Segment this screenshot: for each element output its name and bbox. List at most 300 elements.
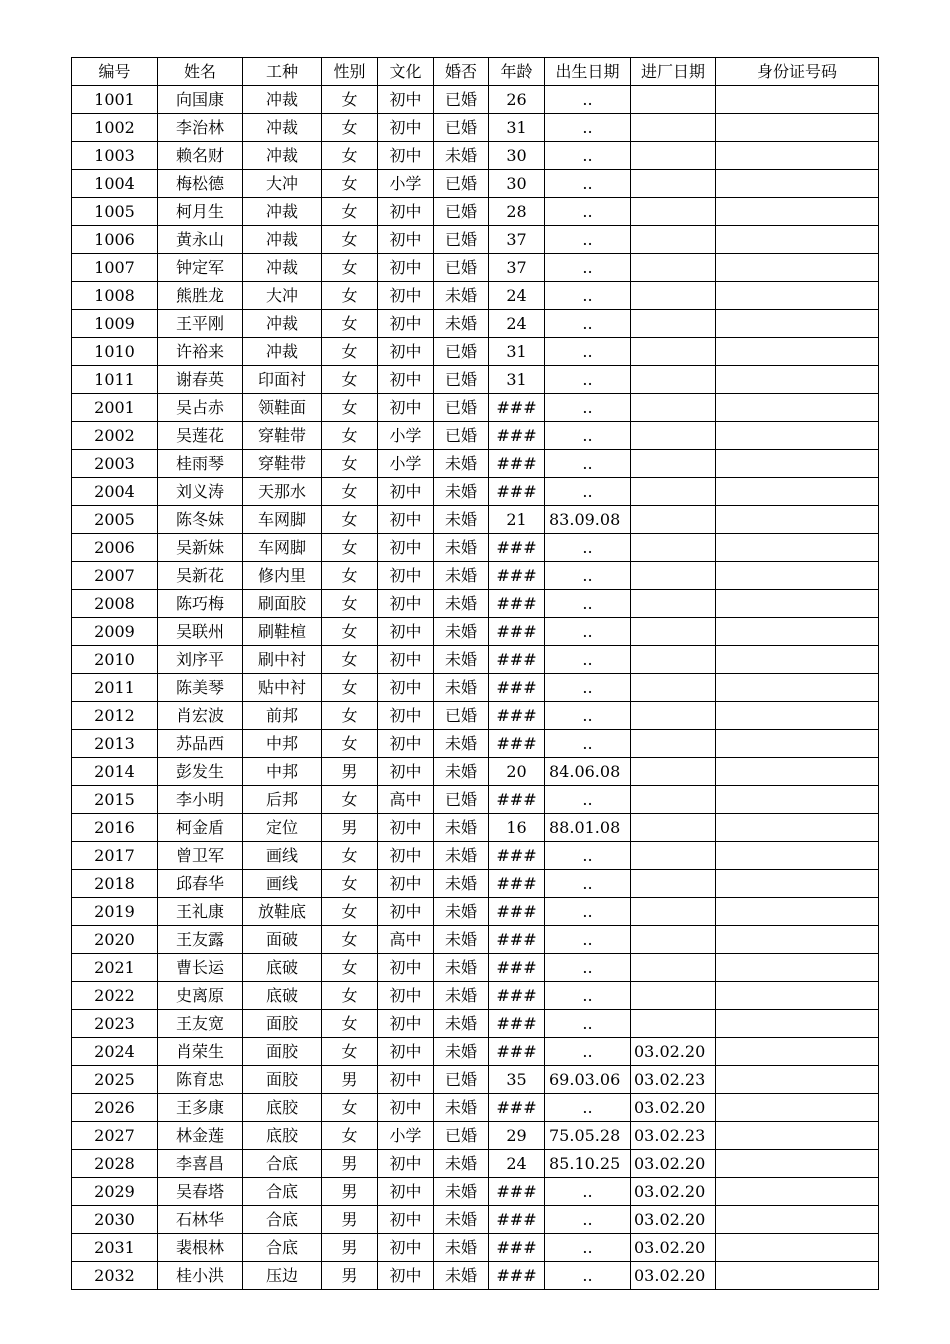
cell-age: ### xyxy=(489,534,545,562)
cell-entry-date xyxy=(631,310,716,338)
header-entry-date: 进厂日期 xyxy=(631,58,716,86)
cell-marital: 已婚 xyxy=(434,366,489,394)
cell-id-card xyxy=(716,1038,879,1066)
cell-education: 初中 xyxy=(378,646,434,674)
cell-id: 2001 xyxy=(72,394,158,422)
cell-gender: 女 xyxy=(322,954,378,982)
cell-age: ### xyxy=(489,1178,545,1206)
cell-birth-date: 85.10.25 xyxy=(545,1150,631,1178)
cell-id-card xyxy=(716,758,879,786)
cell-age: 28 xyxy=(489,198,545,226)
table-row xyxy=(72,590,879,618)
cell-name: 刘序平 xyxy=(158,646,243,674)
cell-entry-date: 03.02.20 xyxy=(631,1234,716,1262)
cell-entry-date xyxy=(631,646,716,674)
cell-entry-date xyxy=(631,842,716,870)
cell-education: 初中 xyxy=(378,282,434,310)
cell-gender: 女 xyxy=(322,142,378,170)
table-row xyxy=(72,1094,879,1122)
cell-entry-date xyxy=(631,506,716,534)
cell-birth-date: .. xyxy=(545,1010,631,1038)
cell-id-card xyxy=(716,646,879,674)
cell-gender: 女 xyxy=(322,198,378,226)
cell-id: 1005 xyxy=(72,198,158,226)
cell-birth-date: 84.06.08 xyxy=(545,758,631,786)
cell-entry-date xyxy=(631,478,716,506)
cell-marital: 未婚 xyxy=(434,730,489,758)
cell-education: 初中 xyxy=(378,702,434,730)
cell-marital: 未婚 xyxy=(434,1010,489,1038)
cell-marital: 未婚 xyxy=(434,646,489,674)
cell-gender: 男 xyxy=(322,1150,378,1178)
cell-marital: 已婚 xyxy=(434,86,489,114)
cell-id: 1010 xyxy=(72,338,158,366)
cell-id: 2006 xyxy=(72,534,158,562)
cell-name: 吴新妹 xyxy=(158,534,243,562)
cell-age: ### xyxy=(489,450,545,478)
cell-id-card xyxy=(716,898,879,926)
cell-job: 底破 xyxy=(243,982,322,1010)
cell-gender: 女 xyxy=(322,786,378,814)
table-row xyxy=(72,646,879,674)
cell-marital: 未婚 xyxy=(434,1206,489,1234)
cell-job: 放鞋底 xyxy=(243,898,322,926)
cell-birth-date: .. xyxy=(545,1206,631,1234)
cell-name: 刘义涛 xyxy=(158,478,243,506)
cell-id: 2018 xyxy=(72,870,158,898)
cell-job: 穿鞋带 xyxy=(243,422,322,450)
table-row xyxy=(72,870,879,898)
cell-id: 2007 xyxy=(72,562,158,590)
cell-job: 天那水 xyxy=(243,478,322,506)
cell-entry-date xyxy=(631,926,716,954)
cell-gender: 女 xyxy=(322,674,378,702)
cell-name: 吴春塔 xyxy=(158,1178,243,1206)
cell-id-card xyxy=(716,226,879,254)
cell-age: 21 xyxy=(489,506,545,534)
cell-id-card xyxy=(716,1178,879,1206)
cell-job: 压边 xyxy=(243,1262,322,1290)
cell-entry-date xyxy=(631,618,716,646)
cell-entry-date xyxy=(631,982,716,1010)
cell-job: 刷鞋楦 xyxy=(243,618,322,646)
cell-gender: 男 xyxy=(322,1178,378,1206)
cell-birth-date: .. xyxy=(545,226,631,254)
cell-id: 1008 xyxy=(72,282,158,310)
cell-gender: 男 xyxy=(322,1234,378,1262)
table-row xyxy=(72,170,879,198)
table-row xyxy=(72,982,879,1010)
table-row xyxy=(72,786,879,814)
table-row xyxy=(72,1038,879,1066)
cell-marital: 未婚 xyxy=(434,618,489,646)
cell-id: 1007 xyxy=(72,254,158,282)
header-birth-date: 出生日期 xyxy=(545,58,631,86)
cell-job: 冲裁 xyxy=(243,310,322,338)
cell-entry-date xyxy=(631,674,716,702)
cell-name: 史离原 xyxy=(158,982,243,1010)
cell-education: 小学 xyxy=(378,422,434,450)
cell-marital: 未婚 xyxy=(434,898,489,926)
cell-entry-date xyxy=(631,366,716,394)
cell-education: 初中 xyxy=(378,590,434,618)
cell-entry-date xyxy=(631,758,716,786)
cell-birth-date: .. xyxy=(545,1094,631,1122)
cell-birth-date: .. xyxy=(545,142,631,170)
table-row xyxy=(72,506,879,534)
cell-id: 1002 xyxy=(72,114,158,142)
cell-birth-date: .. xyxy=(545,170,631,198)
cell-marital: 已婚 xyxy=(434,170,489,198)
cell-age: ### xyxy=(489,954,545,982)
cell-education: 初中 xyxy=(378,562,434,590)
cell-job: 面胶 xyxy=(243,1066,322,1094)
cell-marital: 未婚 xyxy=(434,870,489,898)
cell-id-card xyxy=(716,674,879,702)
table-row xyxy=(72,1206,879,1234)
cell-entry-date xyxy=(631,198,716,226)
header-age: 年龄 xyxy=(489,58,545,86)
cell-education: 初中 xyxy=(378,982,434,1010)
cell-gender: 女 xyxy=(322,870,378,898)
cell-id-card xyxy=(716,1094,879,1122)
cell-entry-date xyxy=(631,86,716,114)
table-row xyxy=(72,1150,879,1178)
cell-age: ### xyxy=(489,982,545,1010)
cell-job: 合底 xyxy=(243,1206,322,1234)
cell-job: 大冲 xyxy=(243,282,322,310)
cell-age: ### xyxy=(489,730,545,758)
cell-id: 1011 xyxy=(72,366,158,394)
cell-marital: 未婚 xyxy=(434,1038,489,1066)
cell-birth-date: .. xyxy=(545,646,631,674)
cell-age: 24 xyxy=(489,282,545,310)
table-row xyxy=(72,394,879,422)
cell-entry-date: 03.02.20 xyxy=(631,1178,716,1206)
cell-id: 2030 xyxy=(72,1206,158,1234)
cell-name: 曾卫军 xyxy=(158,842,243,870)
cell-job: 底破 xyxy=(243,954,322,982)
cell-id-card xyxy=(716,478,879,506)
cell-name: 王友露 xyxy=(158,926,243,954)
cell-id-card xyxy=(716,170,879,198)
cell-age: 20 xyxy=(489,758,545,786)
cell-id-card xyxy=(716,1010,879,1038)
cell-education: 初中 xyxy=(378,114,434,142)
cell-gender: 女 xyxy=(322,282,378,310)
cell-name: 王平刚 xyxy=(158,310,243,338)
cell-job: 面胶 xyxy=(243,1010,322,1038)
cell-marital: 未婚 xyxy=(434,282,489,310)
cell-name: 裴根林 xyxy=(158,1234,243,1262)
cell-entry-date xyxy=(631,702,716,730)
cell-marital: 未婚 xyxy=(434,506,489,534)
cell-education: 初中 xyxy=(378,254,434,282)
cell-name: 王礼康 xyxy=(158,898,243,926)
cell-id: 2014 xyxy=(72,758,158,786)
cell-id-card xyxy=(716,198,879,226)
cell-entry-date: 03.02.20 xyxy=(631,1150,716,1178)
cell-id: 2028 xyxy=(72,1150,158,1178)
cell-gender: 女 xyxy=(322,1122,378,1150)
header-job: 工种 xyxy=(243,58,322,86)
cell-birth-date: 75.05.28 xyxy=(545,1122,631,1150)
cell-name: 李治林 xyxy=(158,114,243,142)
cell-education: 初中 xyxy=(378,1010,434,1038)
cell-education: 初中 xyxy=(378,842,434,870)
cell-age: 31 xyxy=(489,366,545,394)
cell-id-card xyxy=(716,562,879,590)
cell-job: 刷中衬 xyxy=(243,646,322,674)
cell-id-card xyxy=(716,1206,879,1234)
cell-marital: 未婚 xyxy=(434,758,489,786)
cell-age: ### xyxy=(489,394,545,422)
cell-id: 2015 xyxy=(72,786,158,814)
cell-job: 大冲 xyxy=(243,170,322,198)
cell-education: 初中 xyxy=(378,1094,434,1122)
cell-birth-date: .. xyxy=(545,366,631,394)
cell-birth-date: .. xyxy=(545,282,631,310)
table-row xyxy=(72,338,879,366)
header-name: 姓名 xyxy=(158,58,243,86)
cell-age: ### xyxy=(489,478,545,506)
cell-job: 车网脚 xyxy=(243,506,322,534)
header-education: 文化 xyxy=(378,58,434,86)
cell-id-card xyxy=(716,310,879,338)
table-row xyxy=(72,366,879,394)
cell-gender: 女 xyxy=(322,590,378,618)
cell-job: 面胶 xyxy=(243,1038,322,1066)
cell-id: 2003 xyxy=(72,450,158,478)
cell-gender: 女 xyxy=(322,1038,378,1066)
cell-name: 石林华 xyxy=(158,1206,243,1234)
cell-id: 1009 xyxy=(72,310,158,338)
cell-marital: 未婚 xyxy=(434,1262,489,1290)
cell-birth-date: .. xyxy=(545,730,631,758)
cell-id: 2013 xyxy=(72,730,158,758)
cell-job: 冲裁 xyxy=(243,114,322,142)
cell-id: 2011 xyxy=(72,674,158,702)
cell-id: 2002 xyxy=(72,422,158,450)
cell-marital: 已婚 xyxy=(434,226,489,254)
cell-entry-date xyxy=(631,142,716,170)
cell-education: 初中 xyxy=(378,898,434,926)
table-row xyxy=(72,1234,879,1262)
cell-age: ### xyxy=(489,646,545,674)
table-row xyxy=(72,478,879,506)
cell-birth-date: .. xyxy=(545,786,631,814)
cell-job: 后邦 xyxy=(243,786,322,814)
cell-age: ### xyxy=(489,842,545,870)
cell-entry-date xyxy=(631,786,716,814)
cell-marital: 已婚 xyxy=(434,394,489,422)
cell-id-card xyxy=(716,1150,879,1178)
cell-name: 陈巧梅 xyxy=(158,590,243,618)
cell-id-card xyxy=(716,394,879,422)
cell-id: 2027 xyxy=(72,1122,158,1150)
cell-job: 冲裁 xyxy=(243,226,322,254)
cell-birth-date: 69.03.06 xyxy=(545,1066,631,1094)
cell-id-card xyxy=(716,254,879,282)
cell-education: 小学 xyxy=(378,170,434,198)
cell-gender: 男 xyxy=(322,1066,378,1094)
cell-gender: 男 xyxy=(322,1206,378,1234)
cell-name: 桂雨琴 xyxy=(158,450,243,478)
cell-birth-date: .. xyxy=(545,926,631,954)
cell-age: ### xyxy=(489,590,545,618)
cell-marital: 已婚 xyxy=(434,1122,489,1150)
cell-entry-date xyxy=(631,338,716,366)
cell-birth-date: .. xyxy=(545,1262,631,1290)
table-row xyxy=(72,282,879,310)
cell-birth-date: .. xyxy=(545,450,631,478)
cell-marital: 未婚 xyxy=(434,1234,489,1262)
cell-age: ### xyxy=(489,786,545,814)
cell-job: 冲裁 xyxy=(243,338,322,366)
cell-gender: 女 xyxy=(322,338,378,366)
cell-id: 2020 xyxy=(72,926,158,954)
table-row xyxy=(72,758,879,786)
table-row xyxy=(72,730,879,758)
cell-education: 小学 xyxy=(378,450,434,478)
cell-education: 初中 xyxy=(378,954,434,982)
cell-entry-date xyxy=(631,226,716,254)
cell-gender: 女 xyxy=(322,534,378,562)
cell-id-card xyxy=(716,786,879,814)
cell-education: 初中 xyxy=(378,394,434,422)
cell-gender: 女 xyxy=(322,982,378,1010)
cell-entry-date xyxy=(631,422,716,450)
cell-job: 冲裁 xyxy=(243,198,322,226)
cell-age: 29 xyxy=(489,1122,545,1150)
cell-id-card xyxy=(716,534,879,562)
cell-name: 吴新花 xyxy=(158,562,243,590)
cell-name: 谢春英 xyxy=(158,366,243,394)
cell-age: 16 xyxy=(489,814,545,842)
cell-age: ### xyxy=(489,870,545,898)
cell-id-card xyxy=(716,982,879,1010)
cell-education: 初中 xyxy=(378,1262,434,1290)
cell-job: 底胶 xyxy=(243,1122,322,1150)
cell-marital: 已婚 xyxy=(434,786,489,814)
cell-id: 1003 xyxy=(72,142,158,170)
cell-education: 高中 xyxy=(378,786,434,814)
cell-entry-date xyxy=(631,562,716,590)
cell-id-card xyxy=(716,1262,879,1290)
cell-marital: 未婚 xyxy=(434,1178,489,1206)
cell-name: 向国康 xyxy=(158,86,243,114)
cell-name: 柯月生 xyxy=(158,198,243,226)
cell-age: 37 xyxy=(489,226,545,254)
cell-entry-date: 03.02.20 xyxy=(631,1262,716,1290)
table-row xyxy=(72,814,879,842)
cell-id-card xyxy=(716,702,879,730)
header-marital: 婚否 xyxy=(434,58,489,86)
cell-name: 梅松德 xyxy=(158,170,243,198)
cell-id-card xyxy=(716,618,879,646)
cell-entry-date: 03.02.20 xyxy=(631,1094,716,1122)
table-row xyxy=(72,198,879,226)
cell-gender: 女 xyxy=(322,618,378,646)
cell-id-card xyxy=(716,870,879,898)
cell-id: 2005 xyxy=(72,506,158,534)
cell-marital: 未婚 xyxy=(434,562,489,590)
cell-birth-date: .. xyxy=(545,870,631,898)
cell-name: 曹长运 xyxy=(158,954,243,982)
cell-id-card xyxy=(716,366,879,394)
cell-name: 邱春华 xyxy=(158,870,243,898)
cell-birth-date: .. xyxy=(545,590,631,618)
cell-age: 37 xyxy=(489,254,545,282)
cell-birth-date: .. xyxy=(545,310,631,338)
cell-education: 初中 xyxy=(378,534,434,562)
cell-birth-date: .. xyxy=(545,478,631,506)
cell-birth-date: .. xyxy=(545,86,631,114)
cell-entry-date xyxy=(631,954,716,982)
cell-gender: 女 xyxy=(322,1010,378,1038)
cell-id-card xyxy=(716,142,879,170)
cell-gender: 女 xyxy=(322,170,378,198)
cell-gender: 女 xyxy=(322,702,378,730)
cell-name: 柯金盾 xyxy=(158,814,243,842)
cell-education: 初中 xyxy=(378,618,434,646)
cell-id: 1004 xyxy=(72,170,158,198)
table-row xyxy=(72,534,879,562)
cell-id-card xyxy=(716,282,879,310)
cell-gender: 女 xyxy=(322,394,378,422)
cell-birth-date: .. xyxy=(545,898,631,926)
cell-age: ### xyxy=(489,618,545,646)
cell-entry-date xyxy=(631,590,716,618)
cell-birth-date: 88.01.08 xyxy=(545,814,631,842)
cell-job: 合底 xyxy=(243,1234,322,1262)
cell-entry-date xyxy=(631,254,716,282)
cell-birth-date: 83.09.08 xyxy=(545,506,631,534)
cell-id: 2016 xyxy=(72,814,158,842)
cell-age: ### xyxy=(489,926,545,954)
cell-birth-date: .. xyxy=(545,394,631,422)
cell-id-card xyxy=(716,114,879,142)
cell-gender: 女 xyxy=(322,450,378,478)
header-gender: 性别 xyxy=(322,58,378,86)
cell-name: 苏品西 xyxy=(158,730,243,758)
cell-name: 熊胜龙 xyxy=(158,282,243,310)
cell-id-card xyxy=(716,1234,879,1262)
cell-id: 2010 xyxy=(72,646,158,674)
cell-marital: 未婚 xyxy=(434,1150,489,1178)
cell-name: 肖宏波 xyxy=(158,702,243,730)
table-row xyxy=(72,702,879,730)
cell-name: 黄永山 xyxy=(158,226,243,254)
cell-marital: 已婚 xyxy=(434,1066,489,1094)
table-row xyxy=(72,562,879,590)
table-row xyxy=(72,842,879,870)
cell-marital: 未婚 xyxy=(434,814,489,842)
cell-birth-date: .. xyxy=(545,534,631,562)
cell-name: 陈育忠 xyxy=(158,1066,243,1094)
cell-job: 冲裁 xyxy=(243,254,322,282)
cell-id-card xyxy=(716,1066,879,1094)
cell-age: ### xyxy=(489,1234,545,1262)
cell-id-card xyxy=(716,814,879,842)
cell-education: 初中 xyxy=(378,674,434,702)
cell-id: 2029 xyxy=(72,1178,158,1206)
cell-marital: 未婚 xyxy=(434,534,489,562)
cell-id-card xyxy=(716,842,879,870)
cell-education: 初中 xyxy=(378,226,434,254)
cell-id: 2032 xyxy=(72,1262,158,1290)
cell-education: 初中 xyxy=(378,86,434,114)
